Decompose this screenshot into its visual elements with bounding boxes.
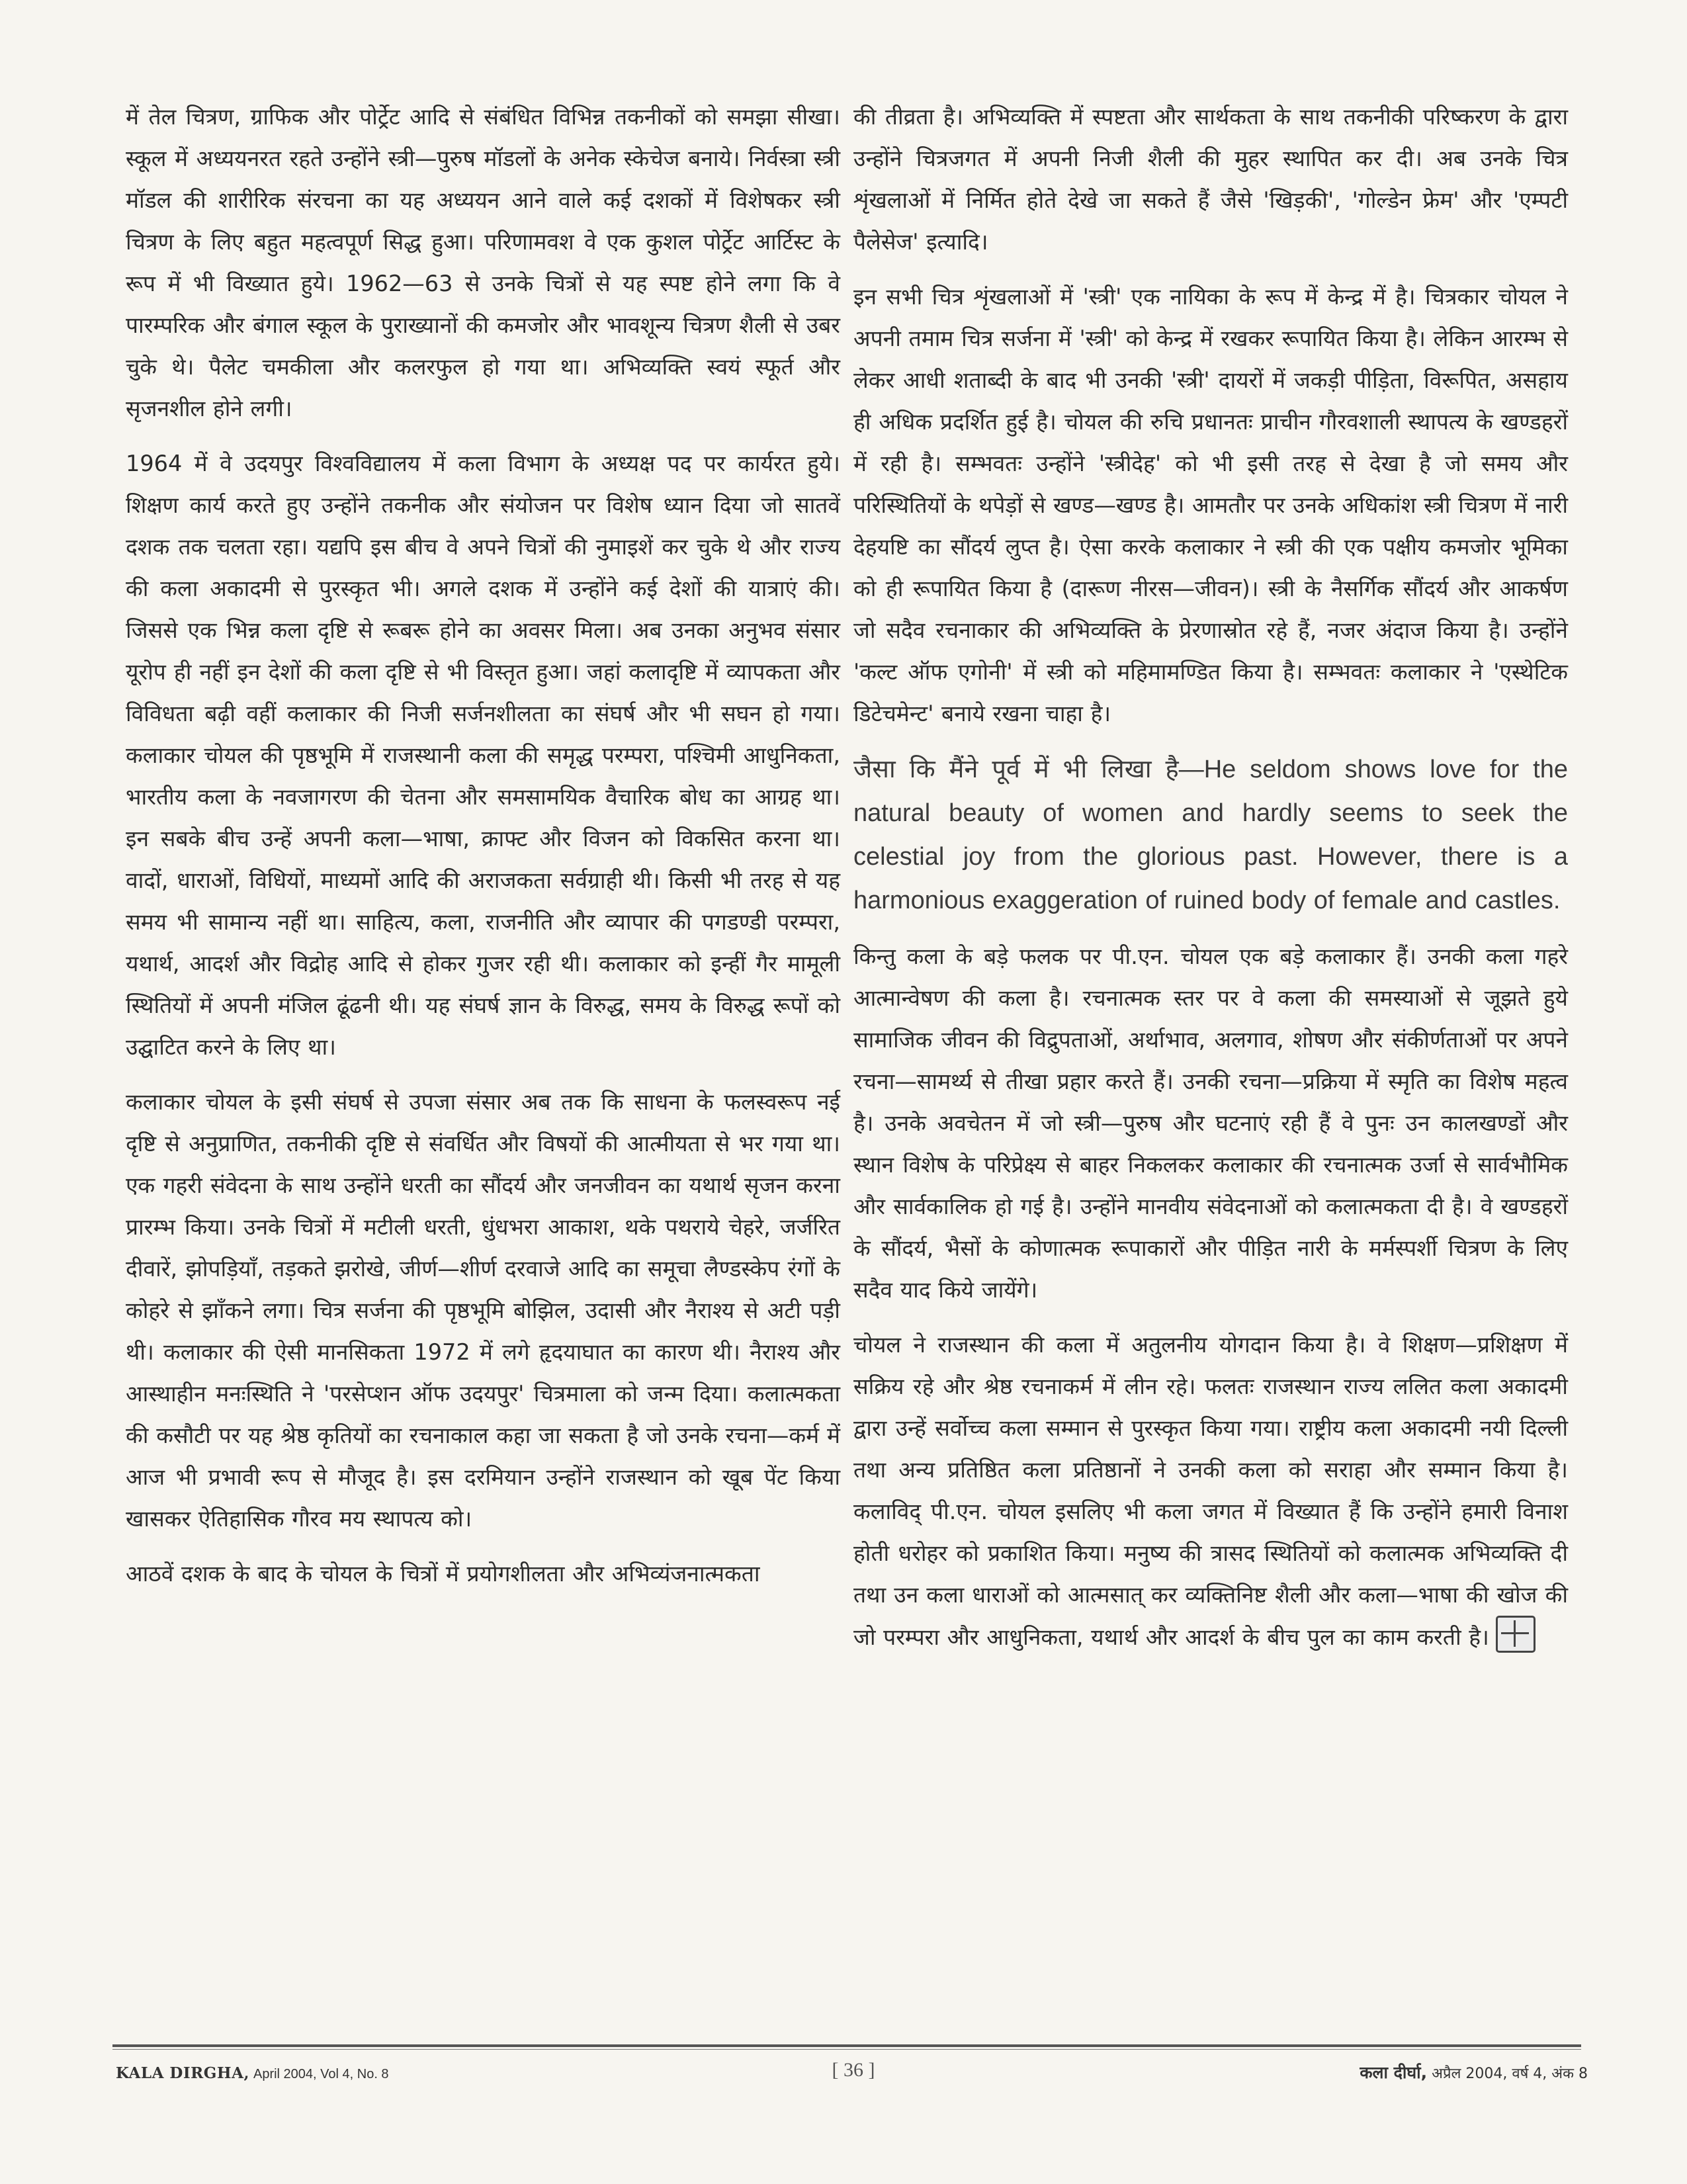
body-paragraph: की तीव्रता है। अभिव्यक्ति में स्पष्टता और सार्थकता के साथ तकनीकी परिष्करण के द्वारा उन्होंने चित्रजगत में अपनी निजी शैली की मुहर स्थापित कर दी। अब उनके चित्र शृंखलाओं में निर्मित होते देखे जा सकते हैं जैसे 'खिड़की', 'गोल्डेन फ्रेम' और 'एम्पटी पैलेसेज' इत्यादि। xyxy=(853,104,1568,255)
body-paragraph: इन सभी चित्र शृंखलाओं में 'स्त्री' एक नायिका के रूप में केन्द्र में है। चित्रकार चोयल ने अपनी तमाम चित्र सर्जना में 'स्त्री' को केन्द्र में रखकर रूपायित किया है। लेकिन आरम्भ से लेकर आधी शताब्दी के बाद भी उनकी 'स्त्री' दायरों में जकड़ी पीड़िता, विरूपित, असहाय ही अधिक प्रदर्शित हुई है। चोयल की रुचि प्रधानतः प्राचीन गौरवशाली स्थापत्य के खण्डहरों में रही है। सम्भवतः उन्होंने 'स्त्रीदेह' को भी इसी तरह से देखा है जो समय और परिस्थितियों के थपेड़ों से खण्ड—खण्ड है। आमतौर पर उनके अधिकांश स्त्री चित्रण में नारी देहयष्टि का सौंदर्य लुप्त है। ऐसा करके कलाकार ने स्त्री की एक पक्षीय कमजोर भूमिका को ही रूपायित किया है (दारूण नीरस—जीवन)। स्त्री के नैसर्गिक सौंदर्य और आकर्षण जो सदैव रचनाकार की अभिव्यक्ति के प्रेरणास्रोत रहे हैं, नजर अंदाज किया है। उन्होंने 'कल्ट ऑफ एगोनी' में स्त्री को महिमामण्डित किया है। सम्भवतः कलाकार ने 'एस्थेटिक डिटेचमेन्ट' बनाये रखना चाहा है। xyxy=(853,284,1568,726)
english-quote-paragraph: जैसा कि मैंने पूर्व में भी लिखा है—He seldom shows love for the natural beauty of women and hardly seems to seek the celestial joy from the glorious past. However, there is a harmonious exaggeration of ruined body of female and castles. xyxy=(853,756,1568,914)
closing-paragraph xyxy=(853,1324,1568,1658)
footer-magazine-title-hindi: कला दीर्घा, xyxy=(1360,2063,1428,2082)
footer-issue-info-hindi: अप्रैल 2004, वर्ष 4, अंक 8 xyxy=(1432,2066,1588,2082)
right-column xyxy=(853,96,1568,1671)
footer-magazine-title: KALA DIRGHA, xyxy=(116,2064,249,2082)
footer-rule-thin xyxy=(112,2049,1581,2050)
footer-rule xyxy=(112,2044,1581,2047)
body-paragraph: में तेल चित्रण, ग्राफिक और पोर्ट्रेट आदि से संबंधित विभिन्न तकनीकों को समझा सीखा। स्कूल में अध्ययनरत रहते उन्होंने स्त्री—पुरुष मॉडलों के अनेक स्केचेज बनाये। निर्वस्त्रा स्त्री मॉडल की शारीरिक संरचना का यह अध्ययन आने वाले कई दशकों में विशेषकर स्त्री चित्रण के लिए बहुत महत्वपूर्ण सिद्ध हुआ। परिणामवश वे एक कुशल पोर्ट्रेट आर्टिस्ट के रूप में भी विख्यात हुये। 1962—63 से उनके चित्रों से यह स्पष्ट होने लगा कि वे पारम्परिक और बंगाल स्कूल के पुराख्यानों की कमजोर और भावशून्य चित्रण शैली से उबर चुके थे। पैलेट चमकीला और कलरफुल हो गया था। अभिव्यक्ति स्वयं स्फूर्त और सृजनशील होने लगी। xyxy=(126,104,840,421)
left-column xyxy=(126,96,840,1608)
end-of-article-icon xyxy=(1496,1616,1536,1653)
footer-issue-info: April 2004, Vol 4, No. 8 xyxy=(253,2067,389,2081)
footer-magazine-english xyxy=(116,2064,389,2082)
body-paragraph: किन्तु कला के बड़े फलक पर पी.एन. चोयल एक बड़े कलाकार हैं। उनकी कला गहरे आत्मान्वेषण की कला है। रचनात्मक स्तर पर वे कला की समस्याओं से जूझते हुये सामाजिक जीवन की विद्रुपताओं, अर्थाभाव, अलगाव, शोषण और संकीर्णताओं पर अपने रचना—सामर्थ्य से तीखा प्रहार करते हैं। उनकी रचना—प्रक्रिया में स्मृति का विशेष महत्व है। उनके अवचेतन में जो स्त्री—पुरुष और घटनाएं रही हैं वे पुनः उन कालखण्डों और स्थान विशेष के परिप्रेक्ष्य से बाहर निकलकर कलाकार की रचनात्मक उर्जा से सार्वभौमिक और सार्वकालिक हो गई है। उन्होंने मानवीय संवेदनाओं को कलात्मकता दी है। वे खण्डहरों के सौंदर्य, भैसों के कोणात्मक रूपाकारों और पीड़ित नारी के मर्मस्पर्शी चित्रण के लिए सदैव याद किये जायेंगे। xyxy=(853,943,1568,1303)
body-paragraph: आठवें दशक के बाद के चोयल के चित्रों में प्रयोगशीलता और अभिव्यंजनात्मकता xyxy=(126,1561,760,1587)
body-paragraph: कलाकार चोयल के इसी संघर्ष से उपजा संसार अब तक कि साधना के फलस्वरूप नई दृष्टि से अनुप्राणित, तकनीकी दृष्टि से संवर्धित और विषयों की आत्मीयता से भर गया था। एक गहरी संवेदना के साथ उन्होंने धरती का सौंदर्य और जनजीवन का यथार्थ सृजन करना प्रारम्भ किया। उनके चित्रों में मटीली धरती, धुंधभरा आकाश, थके पथराये चेहरे, जर्जरित दीवारें, झोपड़ियाँ, तड़कते झरोखे, जीर्ण—शीर्ण दरवाजे आदि का समूचा लैण्डस्केप रंगों के कोहरे से झाँकने लगा। चित्र सर्जना की पृष्ठभूमि बोझिल, उदासी और नैराश्य से अटी पड़ी थी। कलाकार की ऐसी मानसिकता 1972 में लगे हृदयाघात का कारण थी। नैराश्य और आस्थाहीन मनःस्थिति ने 'परसेप्शन ऑफ उदयपुर' चित्रमाला को जन्म दिया। कलात्मकता की कसौटी पर यह श्रेष्ठ कृतियों का रचनाकाल कहा जा सकता है जो उनके रचना—कर्म में आज भी प्रभावी रूप से मौजूद है। इस दरमियान उन्होंने राजस्थान को खूब पेंट किया खासकर ऐतिहासिक गौरव मय स्थापत्य को। xyxy=(126,1089,840,1532)
page-number: [ 36 ] xyxy=(832,2059,875,2081)
footer-magazine-hindi xyxy=(1360,2061,1588,2083)
closing-paragraph-text: चोयल ने राजस्थान की कला में अतुलनीय योगदान किया है। वे शिक्षण—प्रशिक्षण में सक्रिय रहे और श्रेष्ठ रचनाकर्म में लीन रहे। फलतः राजस्थान राज्य ललित कला अकादमी द्वारा उन्हें सर्वोच्च कला सम्मान से पुरस्कृत किया गया। राष्ट्रीय कला अकादमी नयी दिल्ली तथा अन्य प्रतिष्ठित कला प्रतिष्ठानों ने उनकी कला को सराहा और सम्मान किया है। कलाविद् पी.एन. चोयल इसलिए भी कला जगत में विख्यात हैं कि उन्होंने हमारी विनाश होती धरोहर को प्रकाशित किया। मनुष्य की त्रासद स्थितियों को कलात्मक अभिव्यक्ति दी तथा उन कला धाराओं को आत्मसात् कर व्यक्तिनिष्ट शैली और कला—भाषा की खोज की जो परम्परा और आधुनिकता, यथार्थ और आदर्श के बीच पुल का काम करती है। xyxy=(853,1332,1568,1650)
body-paragraph: 1964 में वे उदयपुर विश्वविद्यालय में कला विभाग के अध्यक्ष पद पर कार्यरत हुये। शिक्षण कार्य करते हुए उन्होंने तकनीक और संयोजन पर विशेष ध्यान दिया जो सातवें दशक तक चलता रहा। यद्यपि इस बीच वे अपने चित्रों की नुमाइशें कर चुके थे और राज्य की कला अकादमी से पुरस्कृत भी। अगले दशक में उन्होंने कई देशों की यात्राएं की। जिससे एक भिन्न कला दृष्टि से रूबरू होने का अवसर मिला। अब उनका अनुभव संसार यूरोप ही नहीं इन देशों की कला दृष्टि से भी विस्तृत हुआ। जहां कलादृष्टि में व्यापकता और विविधता बढ़ी वहीं कलाकार की निजी सर्जनशीलता का संघर्ष और भी सघन हो गया। कलाकार चोयल की पृष्ठभूमि में राजस्थानी कला की समृद्ध परम्परा, पश्चिमी आधुनिकता, भारतीय कला के नवजागरण की चेतना और समसामयिक वैचारिक बोध का आग्रह था। इन सबके बीच उन्हें अपनी कला—भाषा, क्राफ्ट और विजन को विकसित करना था। वादों, धाराओं, विधियों, माध्यमों आदि की अराजकता सर्वग्राही थी। किसी भी तरह से यह समय भी सामान्य नहीं था। साहित्य, कला, राजनीति और व्यापार की पगडण्डी परम्परा, यथार्थ, आदर्श और विद्रोह आदि से होकर गुजर रही थी। कलाकार को इन्हीं गैर मामूली स्थितियों में अपनी मंजिल ढूंढनी थी। यह संघर्ष ज्ञान के विरुद्ध, समय के विरुद्ध रूपों को उद्घाटित करने के लिए था। xyxy=(126,451,840,1060)
